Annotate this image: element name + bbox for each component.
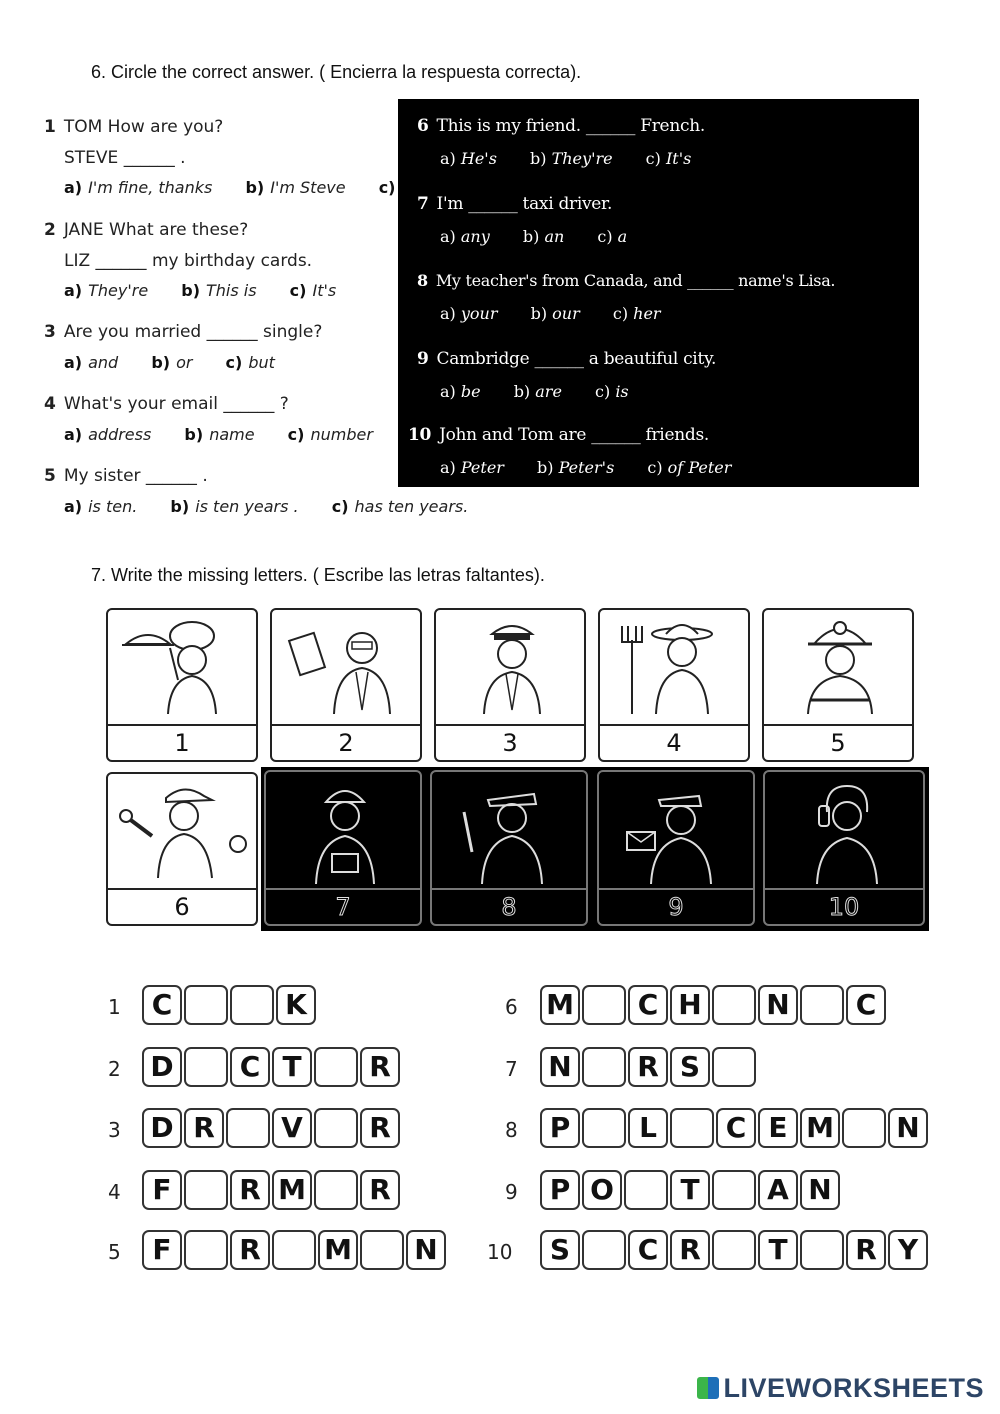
word-puzzle-6	[540, 985, 886, 1025]
word-number: 8	[505, 1118, 518, 1142]
word-number: 3	[108, 1118, 121, 1142]
word-puzzle-4	[142, 1170, 400, 1210]
option-b[interactable]: b) an	[522, 227, 565, 246]
blank-letter-box[interactable]	[314, 1047, 358, 1087]
word-number: 9	[505, 1180, 518, 1204]
question-3-options	[64, 353, 303, 372]
picture-card-8	[430, 770, 588, 926]
letter-box: P	[540, 1108, 580, 1148]
letter-box: S	[670, 1047, 710, 1087]
question-4: 4 What's your email ______ ?	[44, 394, 289, 414]
letter-box: E	[758, 1108, 798, 1148]
letter-box: R	[360, 1170, 400, 1210]
word-puzzle-1	[142, 985, 316, 1025]
option-b[interactable]: b) are	[513, 382, 562, 401]
word-puzzle-8	[540, 1108, 928, 1148]
letter-box: N	[406, 1230, 446, 1270]
option-c[interactable]: c)	[378, 178, 396, 197]
letter-box: S	[540, 1230, 580, 1270]
question-5: 5 My sister ______ .	[44, 466, 208, 486]
nurse-icon	[266, 772, 424, 890]
blank-letter-box[interactable]	[712, 1230, 756, 1270]
picture-card-9	[597, 770, 755, 926]
question-5-options	[64, 497, 496, 516]
option-b[interactable]: b) I'm Steve	[245, 178, 346, 197]
blank-letter-box[interactable]	[582, 985, 626, 1025]
letter-box: R	[670, 1230, 710, 1270]
option-a[interactable]: a) address	[64, 425, 152, 444]
letter-box: Y	[888, 1230, 928, 1270]
picture-card-7	[264, 770, 422, 926]
police-icon	[432, 772, 590, 890]
option-b[interactable]: b) is ten years .	[170, 497, 299, 516]
picture-label: 10	[765, 888, 923, 924]
letter-box: R	[230, 1170, 270, 1210]
option-b[interactable]: b) or	[151, 353, 193, 372]
option-b[interactable]: b) name	[184, 425, 255, 444]
question-10-options	[440, 458, 759, 477]
picture-card-1	[106, 608, 258, 762]
picture-card-4	[598, 608, 750, 762]
word-puzzle-3	[142, 1108, 400, 1148]
picture-label: 8	[432, 888, 586, 924]
word-number: 10	[487, 1240, 513, 1264]
blank-letter-box[interactable]	[272, 1230, 316, 1270]
liveworksheets-logo: LIVEWORKSHEETS	[697, 1373, 984, 1404]
question-9: 9 Cambridge ______ a beautiful city.	[417, 349, 717, 369]
blank-letter-box[interactable]	[226, 1108, 270, 1148]
word-puzzle-10	[540, 1230, 928, 1270]
doctor-icon	[272, 610, 424, 718]
driver-icon	[436, 610, 588, 718]
option-a[interactable]: a) is ten.	[64, 497, 138, 516]
letter-box: L	[628, 1108, 668, 1148]
option-b[interactable]: b) Peter's	[537, 458, 615, 477]
picture-card-6	[106, 772, 258, 926]
question-7-options	[440, 227, 655, 246]
blank-letter-box[interactable]	[800, 985, 844, 1025]
question-9-options	[440, 382, 657, 401]
option-b[interactable]: b) our	[530, 304, 580, 323]
letter-box: C	[230, 1047, 270, 1087]
blank-letter-box[interactable]	[624, 1170, 668, 1210]
option-a[interactable]: a) be	[440, 382, 481, 401]
option-c[interactable]: c) but	[225, 353, 275, 372]
letter-box: N	[758, 985, 798, 1025]
picture-label: 5	[764, 724, 912, 760]
letter-box: N	[888, 1108, 928, 1148]
word-number: 4	[108, 1180, 121, 1204]
letter-box: C	[142, 985, 182, 1025]
question-7: 7 I'm ______ taxi driver.	[417, 194, 613, 214]
blank-letter-box[interactable]	[800, 1230, 844, 1270]
letter-box: A	[758, 1170, 798, 1210]
letter-box: K	[276, 985, 316, 1025]
exercise-7-heading: 7. Write the missing letters. ( Escribe las letras faltantes).	[91, 565, 545, 585]
option-a[interactable]: a) any	[440, 227, 490, 246]
picture-label: 9	[599, 888, 753, 924]
letter-box: F	[142, 1230, 182, 1270]
word-number: 1	[108, 995, 121, 1019]
chef-icon	[108, 610, 260, 718]
exercise-6-right-panel	[398, 99, 919, 487]
letter-box: C	[628, 985, 668, 1025]
blank-letter-box[interactable]	[360, 1230, 404, 1270]
blank-letter-box[interactable]	[184, 985, 228, 1025]
question-2-line-2: LIZ ______ my birthday cards.	[64, 251, 313, 271]
letter-box: R	[184, 1108, 224, 1148]
picture-label: 4	[600, 724, 748, 760]
word-puzzle-9	[540, 1170, 840, 1210]
blank-letter-box[interactable]	[582, 1047, 626, 1087]
option-b[interactable]: b) This is	[181, 281, 257, 300]
blank-letter-box[interactable]	[712, 985, 756, 1025]
question-1	[44, 117, 223, 137]
question-10: 10 John and Tom are ______ friends.	[408, 425, 709, 445]
picture-card-2	[270, 608, 422, 762]
letter-box: O	[582, 1170, 622, 1210]
question-8-options	[440, 304, 689, 323]
letter-box: M	[540, 985, 580, 1025]
question-4-options	[64, 425, 401, 444]
word-puzzle-2	[142, 1047, 400, 1087]
letter-box: M	[318, 1230, 358, 1270]
letter-box: T	[670, 1170, 710, 1210]
word-number: 2	[108, 1057, 121, 1081]
blank-letter-box[interactable]	[184, 1170, 228, 1210]
picture-card-5	[762, 608, 914, 762]
question-2: 2 JANE What are these?	[44, 220, 249, 240]
blank-letter-box[interactable]	[230, 985, 274, 1025]
letter-box: V	[272, 1108, 312, 1148]
question-2-options	[64, 281, 364, 300]
letter-box: M	[272, 1170, 312, 1210]
blank-letter-box[interactable]	[184, 1047, 228, 1087]
letter-box: M	[800, 1108, 840, 1148]
picture-label: 3	[436, 724, 584, 760]
picture-strip-inverted	[261, 767, 929, 931]
exercise-6-heading: 6. Circle the correct answer. ( Encierra la respuesta correcta).	[91, 62, 582, 82]
blank-letter-box[interactable]	[712, 1170, 756, 1210]
blank-letter-box[interactable]	[314, 1170, 358, 1210]
word-puzzle-7	[540, 1047, 756, 1087]
question-6: 6 This is my friend. ______ French.	[417, 116, 705, 136]
option-c[interactable]: c) It's	[289, 281, 337, 300]
question-3: 3 Are you married ______ single?	[44, 322, 323, 342]
firefighter-icon	[764, 610, 916, 718]
option-a[interactable]: a) your	[440, 304, 498, 323]
letter-box: N	[800, 1170, 840, 1210]
letter-box: R	[360, 1108, 400, 1148]
option-c[interactable]: c) has ten years.	[331, 497, 469, 516]
option-a[interactable]: a) He's	[440, 149, 497, 168]
option-c[interactable]: c) It's	[645, 149, 692, 168]
picture-label: 7	[266, 888, 420, 924]
letter-box: T	[758, 1230, 798, 1270]
option-a[interactable]: a) Peter	[440, 458, 504, 477]
blank-letter-box[interactable]	[314, 1108, 358, 1148]
letter-box: R	[628, 1047, 668, 1087]
option-c[interactable]: c) is	[595, 382, 629, 401]
letter-box: C	[716, 1108, 756, 1148]
option-b[interactable]: b) They're	[530, 149, 613, 168]
letter-box: F	[142, 1170, 182, 1210]
question-8: 8 My teacher's from Canada, and ______ name's Lisa.	[417, 271, 836, 290]
question-1-options	[64, 178, 429, 197]
letter-box: H	[670, 985, 710, 1025]
option-c[interactable]: c) of Peter	[647, 458, 732, 477]
farmer-icon	[600, 610, 752, 718]
blank-letter-box[interactable]	[842, 1108, 886, 1148]
picture-label: 1	[108, 724, 256, 760]
picture-label: 2	[272, 724, 420, 760]
word-number: 6	[505, 995, 518, 1019]
picture-card-10	[763, 770, 925, 926]
postman-icon	[599, 772, 757, 890]
blank-letter-box[interactable]	[184, 1230, 228, 1270]
blank-letter-box[interactable]	[582, 1108, 626, 1148]
letter-box: C	[846, 985, 886, 1025]
option-c[interactable]: c) her	[612, 304, 661, 323]
word-number: 7	[505, 1057, 518, 1081]
option-a[interactable]: a) They're	[64, 281, 149, 300]
letter-box: C	[628, 1230, 668, 1270]
question-6-options	[440, 149, 719, 168]
question-number: 1	[44, 117, 56, 137]
letter-box: D	[142, 1108, 182, 1148]
letter-box: T	[272, 1047, 312, 1087]
option-c[interactable]: c) a	[597, 227, 628, 246]
letter-box: R	[360, 1047, 400, 1087]
letter-box: R	[846, 1230, 886, 1270]
question-1-line-2: STEVE ______ .	[64, 148, 186, 168]
letter-box: D	[142, 1047, 182, 1087]
option-c[interactable]: c) number	[287, 425, 373, 444]
letter-box: N	[540, 1047, 580, 1087]
word-puzzle-5	[142, 1230, 446, 1270]
picture-card-3	[434, 608, 586, 762]
blank-letter-box[interactable]	[670, 1108, 714, 1148]
mechanic-icon	[108, 774, 260, 882]
secretary-icon	[765, 772, 927, 890]
option-a[interactable]: a) and	[64, 353, 119, 372]
letter-box: R	[230, 1230, 270, 1270]
option-a[interactable]: a) I'm fine, thanks	[64, 178, 213, 197]
blank-letter-box[interactable]	[582, 1230, 626, 1270]
picture-label: 6	[108, 888, 256, 924]
word-number: 5	[108, 1240, 121, 1264]
letter-box: P	[540, 1170, 580, 1210]
blank-letter-box[interactable]	[712, 1047, 756, 1087]
question-text: TOM How are you?	[63, 117, 224, 137]
logo-mark-icon	[697, 1377, 719, 1399]
